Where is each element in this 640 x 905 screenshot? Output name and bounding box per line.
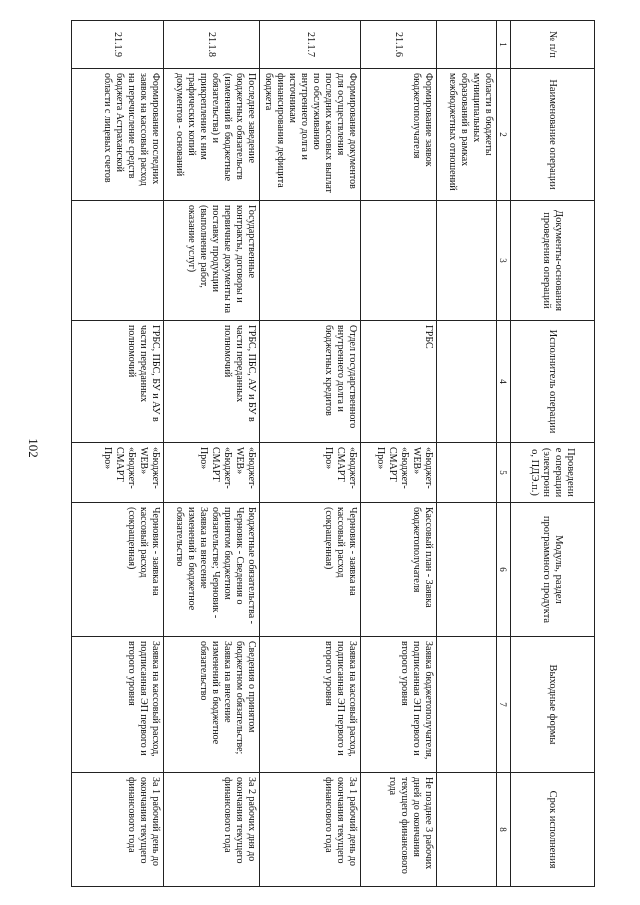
cell-executor	[437, 321, 497, 443]
cell-conduct: «Бюджет-WEB» «Бюджет-СМАРТ Про»	[164, 443, 260, 503]
cell-name: Формирование заявок бюджетополучателя	[361, 69, 437, 201]
cell-docs	[72, 201, 164, 321]
header-name: Наименование операции	[511, 69, 595, 201]
column-number: 7	[497, 637, 511, 773]
cell-num: 21.1.6	[361, 21, 437, 69]
header-deadline: Срок исполнения	[511, 773, 595, 887]
table-row	[437, 21, 497, 887]
cell-module: Бюджетные обязательства - Черновик - Сведения о принятом бюджетном обязательстве; Черновик - Заявка на внесение изменений в бюджетное обязательство	[164, 503, 260, 637]
cell-name: Последнее заведение бюджетных обязательств (изменений в бюджетные обязательства) и прикрепление к ним графических копий документов - оснований	[164, 69, 260, 201]
column-number: 2	[497, 69, 511, 201]
header-num: № п/п	[511, 21, 595, 69]
column-number: 5	[497, 443, 511, 503]
page-number: 102	[26, 438, 41, 458]
column-number: 1	[497, 21, 511, 69]
header-conduct: Проведение операции (электронно, ПДЭ.п.)	[511, 443, 595, 503]
operations-table	[71, 20, 595, 887]
cell-conduct	[437, 443, 497, 503]
cell-deadline: За 1 рабочий день до окончания текущего финансового года	[72, 773, 164, 887]
column-number: 4	[497, 321, 511, 443]
column-number: 3	[497, 201, 511, 321]
table-row	[361, 21, 437, 887]
cell-num: 21.1.7	[260, 21, 361, 69]
cell-name: области в бюджеты муниципальных образований в рамках межбюджетных отношений	[437, 69, 497, 201]
column-number: 8	[497, 773, 511, 887]
cell-output: Сведения о принятом бюджетном обязательстве; Заявка на внесение изменений в бюджетное обязательство	[164, 637, 260, 773]
cell-executor: Отдел государственного внутреннего долга и бюджетных кредитов	[260, 321, 361, 443]
cell-module: Черновик - заявка на кассовый расход (сокращенная)	[260, 503, 361, 637]
cell-module: Черновик - заявка на кассовый расход (сокращенная)	[72, 503, 164, 637]
cell-docs: Государственные контракты, договоры и первичные документы на поставку продукции (выполнение работ, оказание услуг)	[164, 201, 260, 321]
cell-conduct: «Бюджет-WEB» «Бюджет-СМАРТ Про»	[72, 443, 164, 503]
cell-docs	[260, 201, 361, 321]
cell-num	[437, 21, 497, 69]
cell-num: 21.1.9	[72, 21, 164, 69]
cell-conduct: «Бюджет-СМАРТ Про»	[260, 443, 361, 503]
column-number-row	[497, 21, 511, 887]
cell-deadline: Не позднее 3 рабочих дней до окончания текущего финансового года	[361, 773, 437, 887]
cell-deadline	[437, 773, 497, 887]
header-row	[511, 21, 595, 887]
header-module: Модуль, раздел программного продукта	[511, 503, 595, 637]
header-executor: Исполнитель операции	[511, 321, 595, 443]
cell-docs	[437, 201, 497, 321]
cell-deadline: За 2 рабочих дня до окончания текущего финансового года	[164, 773, 260, 887]
cell-executor: ГРБС	[361, 321, 437, 443]
cell-name: Формирование последних заявок на кассовый расход на перечисление средств бюджета Астраханской области с лицевых счетов	[72, 69, 164, 201]
cell-module	[437, 503, 497, 637]
cell-output: Заявка бюджетополучателя, подписанная ЭП первого и второго уровня	[361, 637, 437, 773]
cell-output: Заявка на кассовый расход, подписанная ЭП первого и второго уровня	[260, 637, 361, 773]
header-output: Выходные формы	[511, 637, 595, 773]
cell-deadline: За 1 рабочий день до окончания текущего финансового года	[260, 773, 361, 887]
cell-module: Кассовый план - Заявка бюджетополучателя	[361, 503, 437, 637]
cell-docs	[361, 201, 437, 321]
column-number: 6	[497, 503, 511, 637]
cell-output	[437, 637, 497, 773]
cell-name: Формирование документов для осуществления последних кассовых выплат по обслуживанию внутреннего долга и источникам финансирования дефицита бюджета	[260, 69, 361, 201]
table-row	[72, 21, 164, 887]
cell-num: 21.1.8	[164, 21, 260, 69]
cell-executor: ГРБС, ПБС, БУ и АУ в части переданных полномочий	[72, 321, 164, 443]
table-row	[260, 21, 361, 887]
header-docs: Документы-основания проведения операций	[511, 201, 595, 321]
cell-output: Заявка на кассовый расход, подписанная ЭП первого и второго уровня	[72, 637, 164, 773]
cell-executor: ГРБС, ПБС, АУ и БУ в части переданных полномочий	[164, 321, 260, 443]
table-row	[164, 21, 260, 887]
rotated-table-container	[85, 20, 595, 886]
cell-conduct: «Бюджет-WEB» «Бюджет-СМАРТ Про»	[361, 443, 437, 503]
